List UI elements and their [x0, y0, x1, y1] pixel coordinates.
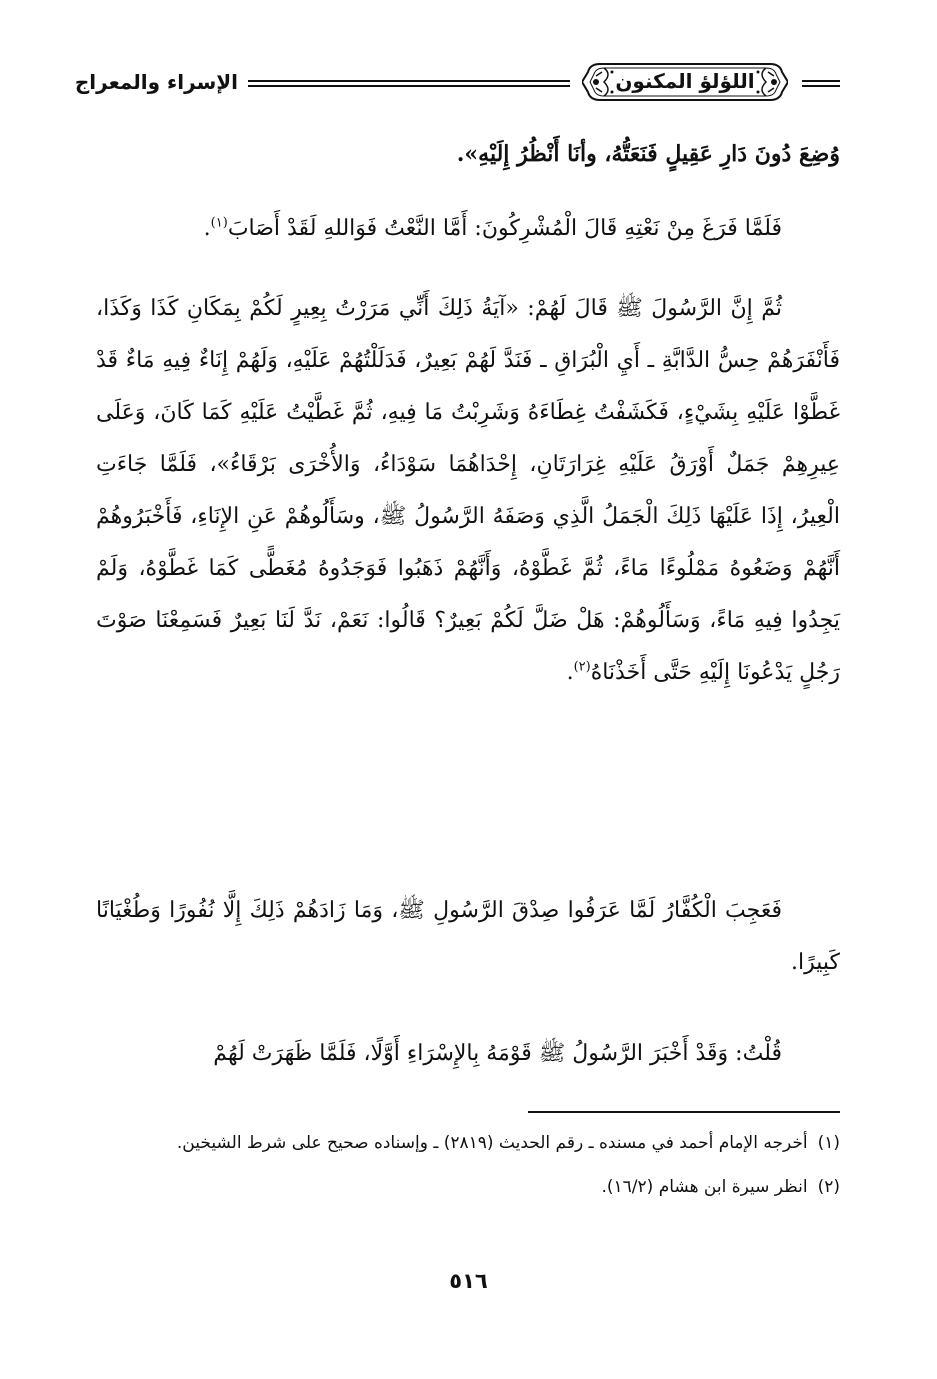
- footnote-1: [96, 1124, 840, 1162]
- footnotes: [96, 1124, 840, 1212]
- page-number: ٥١٦: [449, 1269, 488, 1293]
- running-header: [74, 58, 840, 110]
- section-title: الإسراء والمعراج: [74, 70, 238, 94]
- book-title: اللؤلؤ المكنون: [615, 69, 755, 93]
- footnote-2-number: (٢): [817, 1177, 840, 1197]
- paragraph-2: [96, 203, 840, 255]
- footnote-separator: [528, 1111, 840, 1113]
- header-rule-middle: [248, 80, 570, 87]
- footnote-1-number: (١): [817, 1133, 840, 1153]
- paragraph-2-end: .: [203, 216, 211, 241]
- footnote-2-text: انظر سيرة ابن هشام (١٦/٢).: [601, 1177, 808, 1197]
- paragraph-4: فَعَجِبَ الْكُفَّارُ لَمَّا عَرَفُوا صِدْقَ الرَّسُولِ ﷺ، وَمَا زَادَهُمْ ذَلِكَ إِلَّا نُفُورًا وَطُغْيَانًا كَبِيرًا.: [96, 898, 840, 975]
- footnote-ref-2[interactable]: (٢): [573, 659, 591, 675]
- paragraph-2-text: فَلَمَّا فَرَغَ مِنْ نَعْتِهِ قَالَ الْمُشْرِكُونَ: أَمَّا النَّعْتُ فَوَاللهِ لَقَدْ أَصَابَ: [227, 216, 782, 241]
- paragraph-3-text: ثُمَّ إِنَّ الرَّسُولَ ﷺ قَالَ لَهُمْ: «آيَةُ ذَلِكَ أَنِّي مَرَرْتُ بِعِيرٍ لَكُمْ بِمَكَانِ كَذَا وَكَذَا، فَأَنْفَرَهُمْ حِسُّ الدَّابَّةِ ـ أَيِ الْبُرَاقِ ـ فَنَدَّ لَهُمْ بَعِيرٌ، فَدَلَلْتُهُمْ عَلَيْهِ، وَلَهُمْ إِنَاءٌ فِيهِ مَاءٌ قَدْ غَطَّوْا عَلَيْهِ بِشَيْءٍ، فَكَشَفْتُ غِطَاءَهُ وَشَرِبْتُ مَا فِيهِ، ثُمَّ غَطَّيْتُ عَلَيْهِ كَمَا كَانَ، وَعَلَى عِيرِهِمْ جَمَلٌ أَوْرَقُ عَلَيْهِ غِرَارَتَانِ، إِحْدَاهُمَا سَوْدَاءُ، وَالأُخْرَى بَرْقَاءُ»، فَلَمَّا جَاءَتِ الْعِيرُ، إِذَا عَلَيْهَا ذَلِكَ الْجَمَلُ الَّذِي وَصَفَهُ الرَّسُولُ ﷺ، وسَأَلُوهُمْ عَنِ الإِنَاءِ، فَأَخْبَرُوهُمْ أَنَّهُمْ وَضَعُوهُ مَمْلُوءًا مَاءً، ثُمَّ غَطَّوْهُ، وَأَنَّهُمْ ذَهَبُوا فَوَجَدُوهُ مُغَطًّى كَمَا غَطَّوْهُ، وَلَمْ يَجِدُوا فِيهِ مَاءً، وَسَأَلُوهُمْ: هَلْ ضَلَّ لَكُمْ بَعِيرٌ؟ قَالُوا: نَعَمْ، نَدَّ لَنَا بَعِيرٌ فَسَمِعْنَا صَوْتَ رَجُلٍ يَدْعُونَا إِلَيْهِ حَتَّى أَخَذْنَاهُ: [96, 296, 840, 685]
- paragraph-1: وُضِعَ دُونَ دَارِ عَقِيلٍ فَنَعَتُّهُ، وأنَا أَنْظُرُ إِلَيْهِ».: [456, 141, 840, 167]
- header-rule-right: [802, 80, 840, 87]
- footnote-2: [96, 1168, 840, 1206]
- paragraph-3: [96, 283, 840, 699]
- paragraph-5: قُلْتُ: وَقَدْ أَخْبَرَ الرَّسُولُ ﷺ قَوْمَهُ بِالإِسْرَاءِ أَوَّلًا، فَلَمَّا ظَهَرَتْ لَهُمْ: [213, 1041, 782, 1066]
- footnote-ref-1[interactable]: (١): [210, 215, 228, 231]
- footnote-1-text: أخرجه الإمام أحمد في مسنده ـ رقم الحديث (٢٨١٩) ـ وإسناده صحيح على شرط الشيخين.: [176, 1133, 808, 1153]
- paragraph-3-end: .: [566, 660, 574, 685]
- book-title-cartouche: [582, 60, 788, 104]
